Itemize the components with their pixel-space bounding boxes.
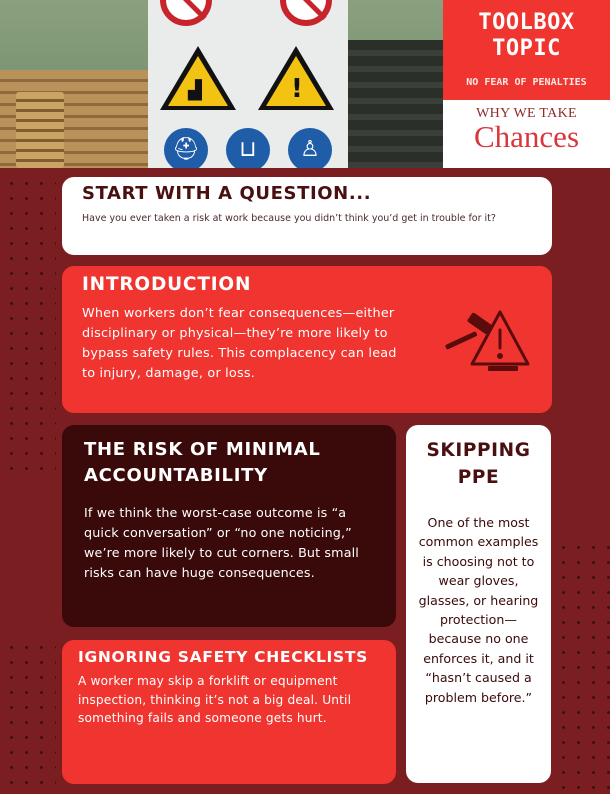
gavel-warning-icon (442, 304, 534, 376)
forklift-glyph-icon: ▟ (188, 80, 202, 101)
ignoring-checklists-card (62, 640, 396, 784)
exclamation-glyph-icon: ! (291, 74, 303, 104)
header-photo (0, 0, 443, 168)
ppe-title: SKIPPING PPE (426, 440, 531, 488)
question-card (62, 177, 552, 255)
tagline-box (443, 100, 610, 168)
tagline-large: Chances (473, 119, 580, 154)
introduction-body: When workers don’t fear consequences—either disciplinary or physical—they’re more likely to bypass safety rules. This complacency can lead to injury, damage, or loss. (82, 306, 397, 381)
dot-pattern-bottom-left (4, 640, 56, 790)
risk-body: If we think the worst-case outcome is “a quick conversation” or “no one noticing,” we’re more likely to cut corners. But small risks can have huge consequences. (84, 505, 359, 580)
risk-accountability-card (62, 425, 396, 627)
ppe-body: One of the most common examples is choosing not to wear gloves, glasses, or hearing protection—because no one enforces it, and it “hasn’t caused a problem before.” (418, 515, 539, 705)
banner-subtitle: NO FEAR OF PENALTIES (466, 77, 587, 88)
question-title: START WITH A QUESTION... (82, 183, 372, 204)
introduction-card (62, 266, 552, 413)
prohibition-sign-icon (160, 0, 212, 26)
risk-title: THE RISK OF MINIMAL ACCOUNTABILITY (84, 439, 321, 486)
prohibition-sign-icon-2 (280, 0, 332, 26)
introduction-title: INTRODUCTION (82, 274, 252, 295)
safety-sign-board (148, 0, 348, 168)
dot-pattern-right (556, 540, 610, 790)
banner-title-line1: TOOLBOX (478, 10, 575, 35)
dot-pattern-left (4, 176, 56, 476)
question-body: Have you ever taken a risk at work because you didn’t think you’d get in trouble for it? (82, 213, 496, 224)
banner-title-line2: TOPIC (492, 36, 561, 61)
hard-hat-icon: ⛑ (164, 128, 208, 168)
boots-icon: ⊔ (226, 128, 270, 168)
checklists-body: A worker may skip a forklift or equipment inspection, thinking it’s not a big deal. Until something fails and someone gets hurt. (78, 674, 352, 725)
toolbox-topic-banner (443, 0, 610, 100)
tagline-small: WHY WE TAKE (476, 106, 577, 121)
coverall-icon: ♙ (288, 128, 332, 168)
pallet-stack-image-2 (16, 92, 64, 168)
checklists-title: IGNORING SAFETY CHECKLISTS (78, 648, 369, 666)
skipping-ppe-card (406, 425, 551, 783)
tire-stack-image (340, 40, 443, 168)
